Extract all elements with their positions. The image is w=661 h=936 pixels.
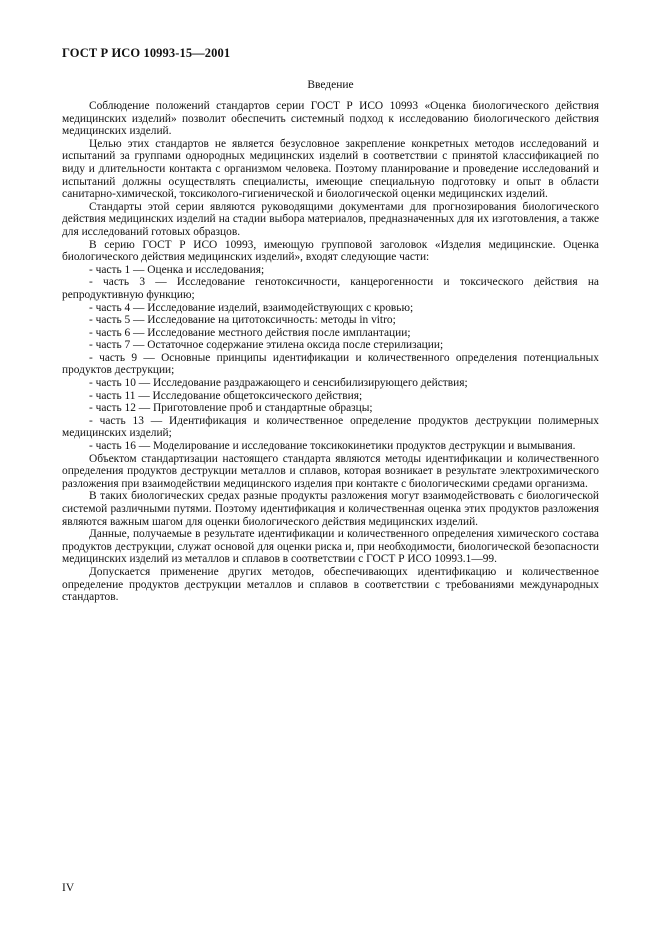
section-title: Введение: [307, 79, 354, 91]
list-item: - часть 13 — Идентификация и количественное определение продуктов деструкции полимерных медицинских изделий;: [62, 414, 599, 440]
paragraph: Допускается применение других методов, обеспечивающих идентификацию и количественное определение продуктов деструкции металлов и сплавов в соответствии с требованиями международных стандартов.: [62, 565, 599, 604]
page-number: IV: [62, 882, 75, 894]
list-item: - часть 9 — Основные принципы идентификации и количественного определения потенциальных продуктов деструкции;: [62, 351, 599, 377]
list-item: - часть 6 — Исследование местного действия после имплантации;: [89, 326, 411, 339]
paragraph: Данные, получаемые в результате идентификации и количественного определения химического состава продуктов деструкции, служат основой для оценки риска и, при необходимости, биологической безопасности медицинских изделий из металлов и сплавов в соответствии с ГОСТ Р ИСО 10993.1—99.: [62, 528, 599, 566]
document-header: ГОСТ Р ИСО 10993-15—2001: [62, 46, 231, 60]
paragraph: В таких биологических средах разные продукты разложения могут взаимодействовать с биологической системой различными путями. Поэтому идентификация и количественная оценка этих продуктов разложения являются важным шагом для оценки биологического действия медицинских изделий.: [62, 490, 599, 528]
list-item: - часть 12 — Приготовление проб и стандартные образцы;: [89, 402, 373, 415]
list-item: - часть 5 — Исследование на цитотоксичность: методы in vitro;: [89, 314, 396, 327]
list-item: - часть 11 — Исследование общетоксического действия;: [89, 389, 363, 402]
paragraph: Объектом стандартизации настоящего стандарта являются методы идентификации и количественного определения продуктов деструкции металлов и сплавов, которая возникает в результате электрохимического разложения при взаимодействии медицинского изделия при контакте с биологическими средами организма.: [62, 452, 599, 490]
body-text: [62, 100, 599, 604]
list-item: - часть 16 — Моделирование и исследование токсикокинетики продуктов деструкции и вымывания.: [89, 440, 576, 453]
list-item: - часть 10 — Исследование раздражающего и сенсибилизирующего действия;: [89, 377, 468, 390]
paragraph: В серию ГОСТ Р ИСО 10993, имеющую групповой заголовок «Изделия медицинские. Оценка биологического действия медицинских изделий», входят следующие части:: [62, 238, 599, 264]
paragraph: Соблюдение положений стандартов серии ГОСТ Р ИСО 10993 «Оценка биологического действия медицинских изделий» позволит обеспечить системный подход к исследованию биологического действия медицинских изделий.: [62, 100, 599, 138]
list-item: - часть 3 — Исследование генотоксичности, канцерогенности и токсического действия на репродуктивную функцию;: [62, 276, 599, 301]
list-item: - часть 7 — Остаточное содержание этилена оксида после стерилизации;: [89, 339, 444, 352]
list-item: - часть 1 — Оценка и исследования;: [89, 263, 265, 276]
paragraph: Стандарты этой серии являются руководящими документами для прогнозирования биологического действия медицинских изделий на стадии выбора материалов, предназначенных для их изготовления, а также для исследований готовых образцов.: [62, 200, 599, 238]
list-item: - часть 4 — Исследование изделий, взаимодействующих с кровью;: [89, 301, 414, 314]
paragraph: Целью этих стандартов не является безусловное закрепление конкретных методов исследований и испытаний за группами однородных медицинских изделий в соответствии с принятой классификацией по виду и длительности контакта с организмом человека. Поэтому планирование и проведение исследований и испытаний должны осуществлять специалисты, имеющие специальную подготовку и опыт в области санитарно-химической, токсиколого-гигиенической и биологической оценки медицинских изделий.: [62, 137, 599, 201]
